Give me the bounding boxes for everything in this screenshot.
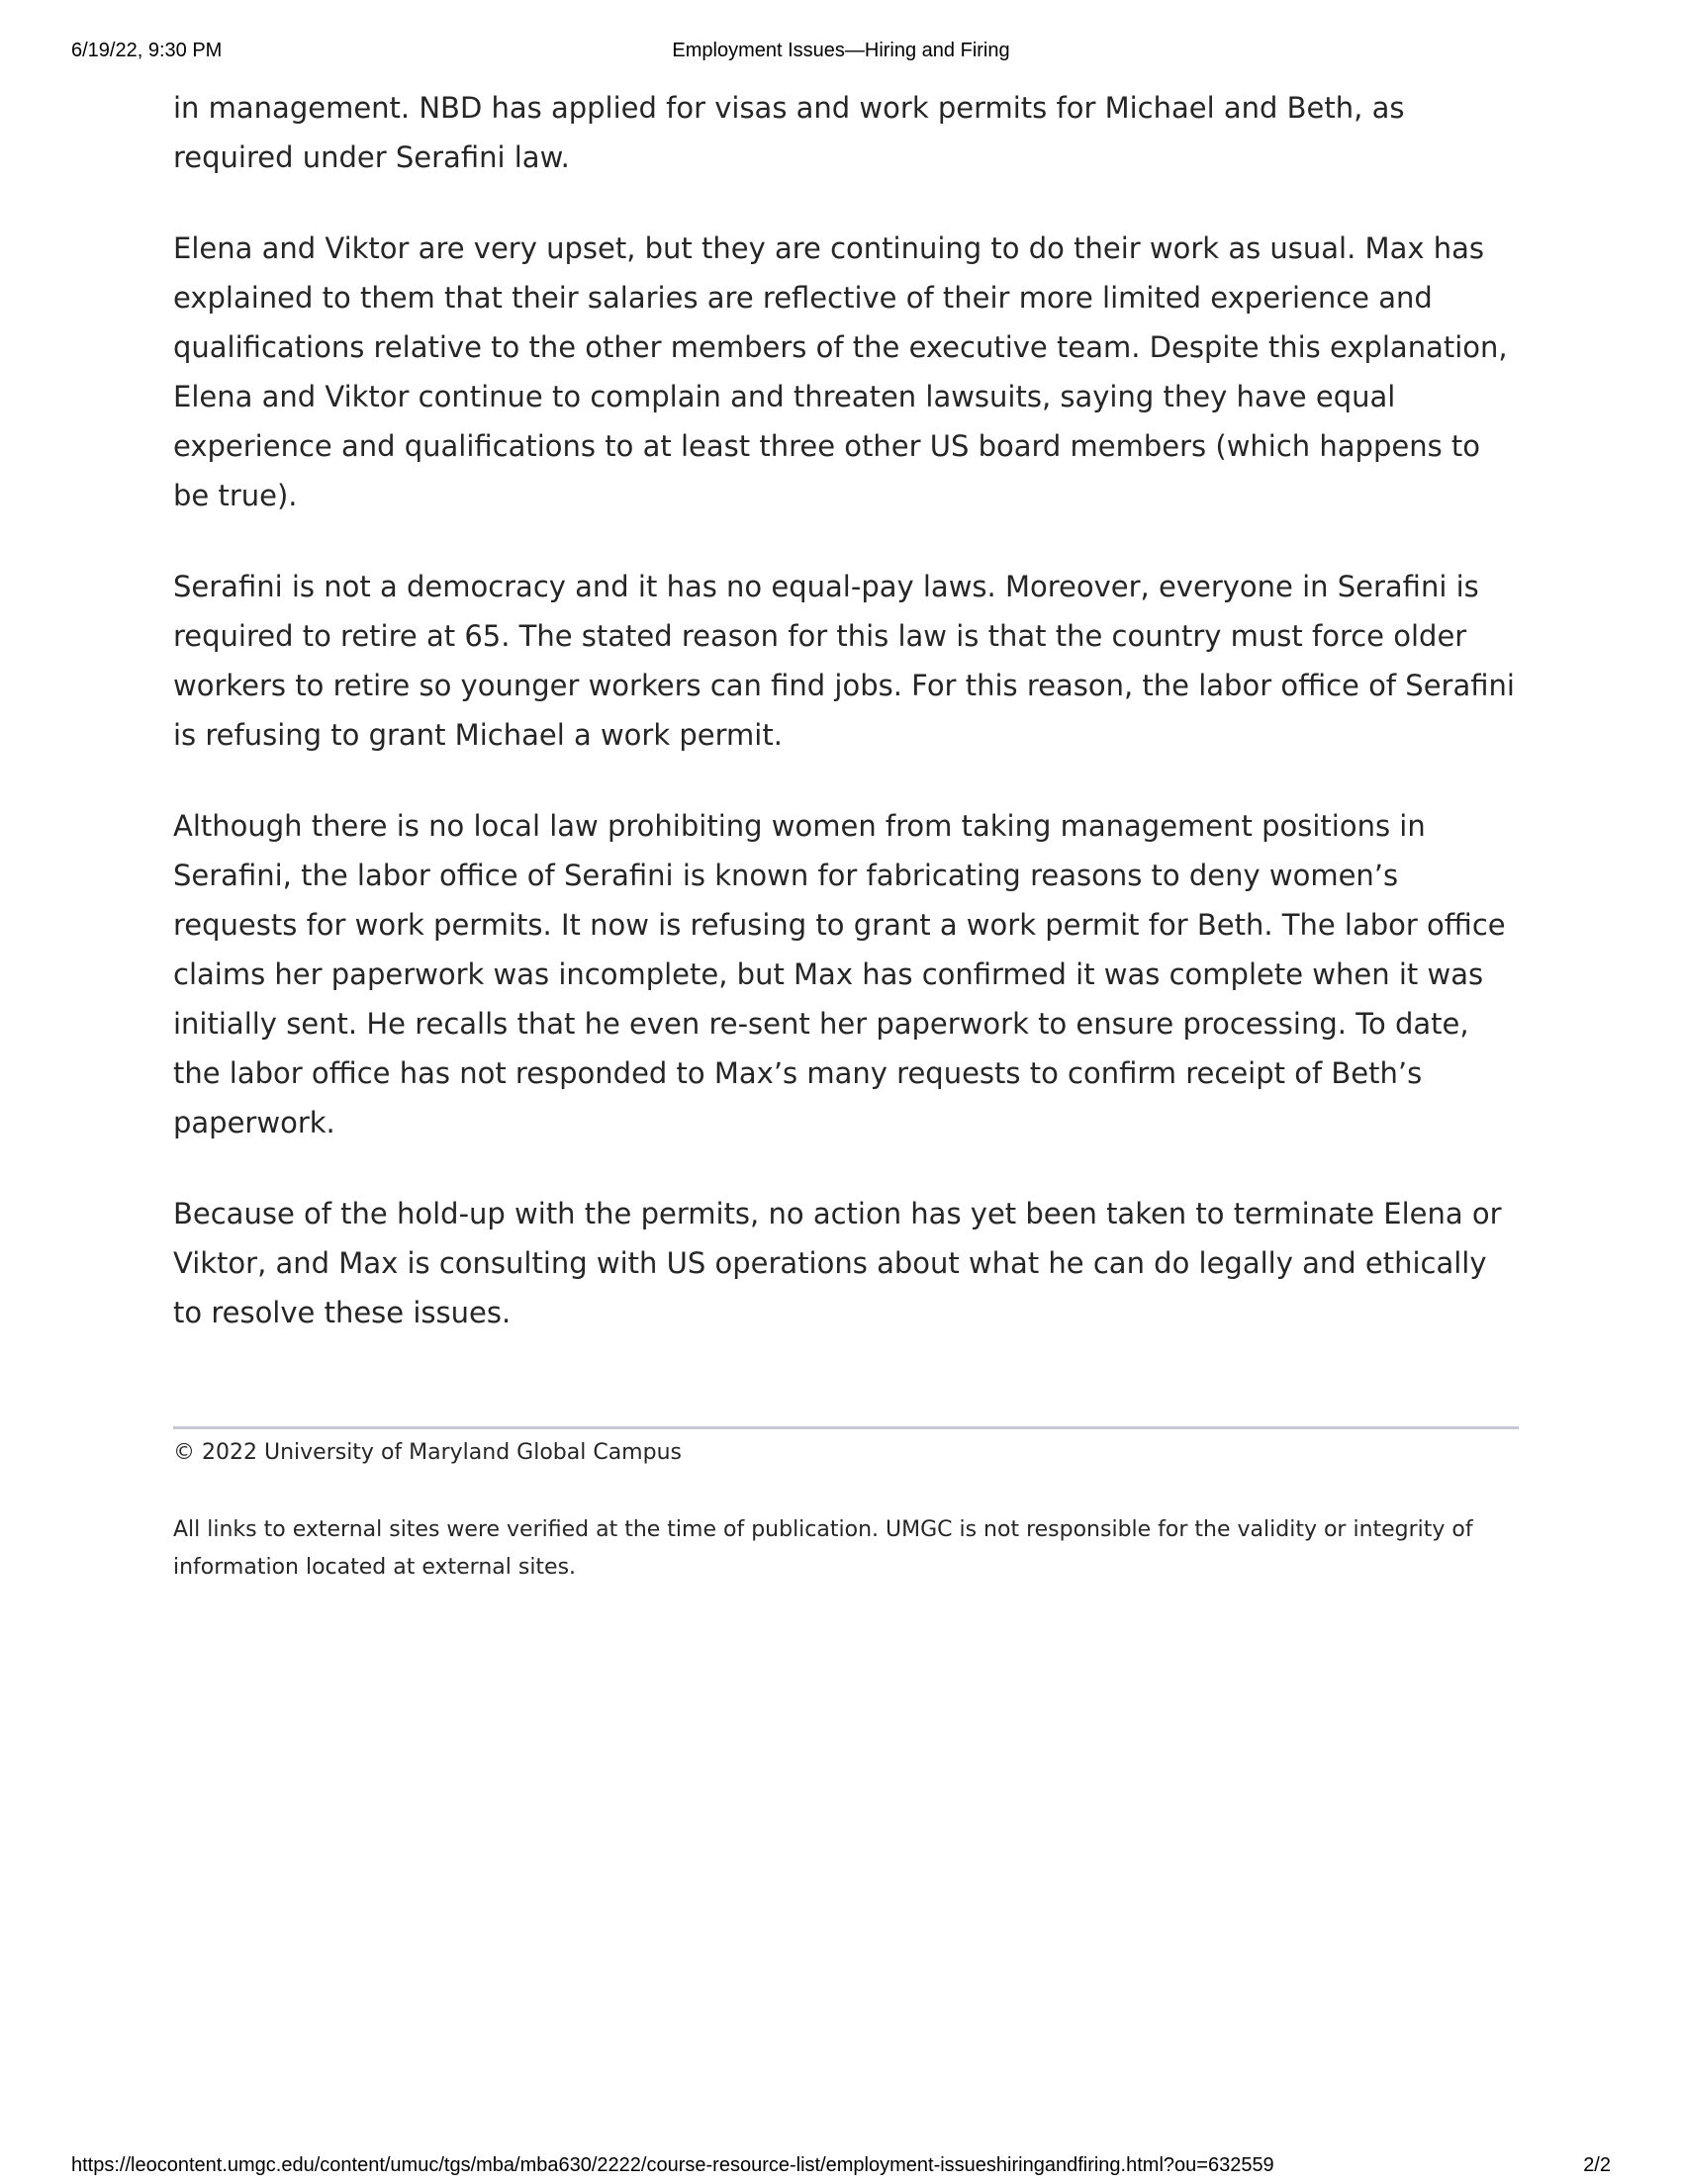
print-header <box>71 40 1611 69</box>
print-page-title: Employment Issues—Hiring and Firing <box>672 40 1010 61</box>
print-url: https://leocontent.umgc.edu/content/umuc/tgs/mba/mba630/2222/course-resource-list/employment-issueshiringandfiring.html?ou=632559 <box>71 2154 1274 2176</box>
print-page-number: 2/2 <box>1583 2154 1611 2176</box>
copyright-notice: © 2022 University of Maryland Global Campus <box>173 1440 682 1465</box>
paragraph-work-permit-denial: Although there is no local law prohibiting women from taking management positions in Serafini, the labor office of Serafini is known for fabricating reasons to deny women’s requests for work permits. It now is refusing to grant a work permit for Beth. The labor office claims her paperwork was incomplete, but Max has confirmed it was complete when it was initially sent. He recalls that he even re-sent her paperwork to ensure processing. To date, the labor office has not responded to Max’s many requests to confirm receipt of Beth’s paperwork. <box>173 809 1506 1139</box>
paragraph-salary-complaints: Elena and Viktor are very upset, but they are continuing to do their work as usual. Max has explained to them that their salaries are reflective of their more limited experience and qualifications relative to the other members of the executive team. Despite this explanation, Elena and Viktor continue to complain and threaten lawsuits, saying they have equal experience and qualifications to at least three other US board members (which happens to be true). <box>173 231 1508 512</box>
footer-divider <box>173 1426 1519 1429</box>
paragraph-permit-hold-up: Because of the hold-up with the permits, no action has yet been taken to terminate Elena or Viktor, and Max is consulting with US operations about what he can do legally and ethically to resolve these issues. <box>173 1197 1502 1329</box>
external-links-disclaimer: All links to external sites were verified at the time of publication. UMGC is not responsible for the validity or integrity of information located at external sites. <box>173 1517 1473 1580</box>
print-footer <box>71 2154 1611 2184</box>
paragraph-retirement-law: Serafini is not a democracy and it has no equal-pay laws. Moreover, everyone in Serafini is required to retire at 65. The stated reason for this law is that the country must force older workers to retire so younger workers can find jobs. For this reason, the labor office of Serafini is refusing to grant Michael a work permit. <box>173 570 1515 752</box>
paragraph-visa-applications: in management. NBD has applied for visas and work permits for Michael and Beth, as required under Serafini law. <box>173 91 1405 174</box>
article-body <box>173 83 1519 1379</box>
print-datetime: 6/19/22, 9:30 PM <box>71 40 223 61</box>
